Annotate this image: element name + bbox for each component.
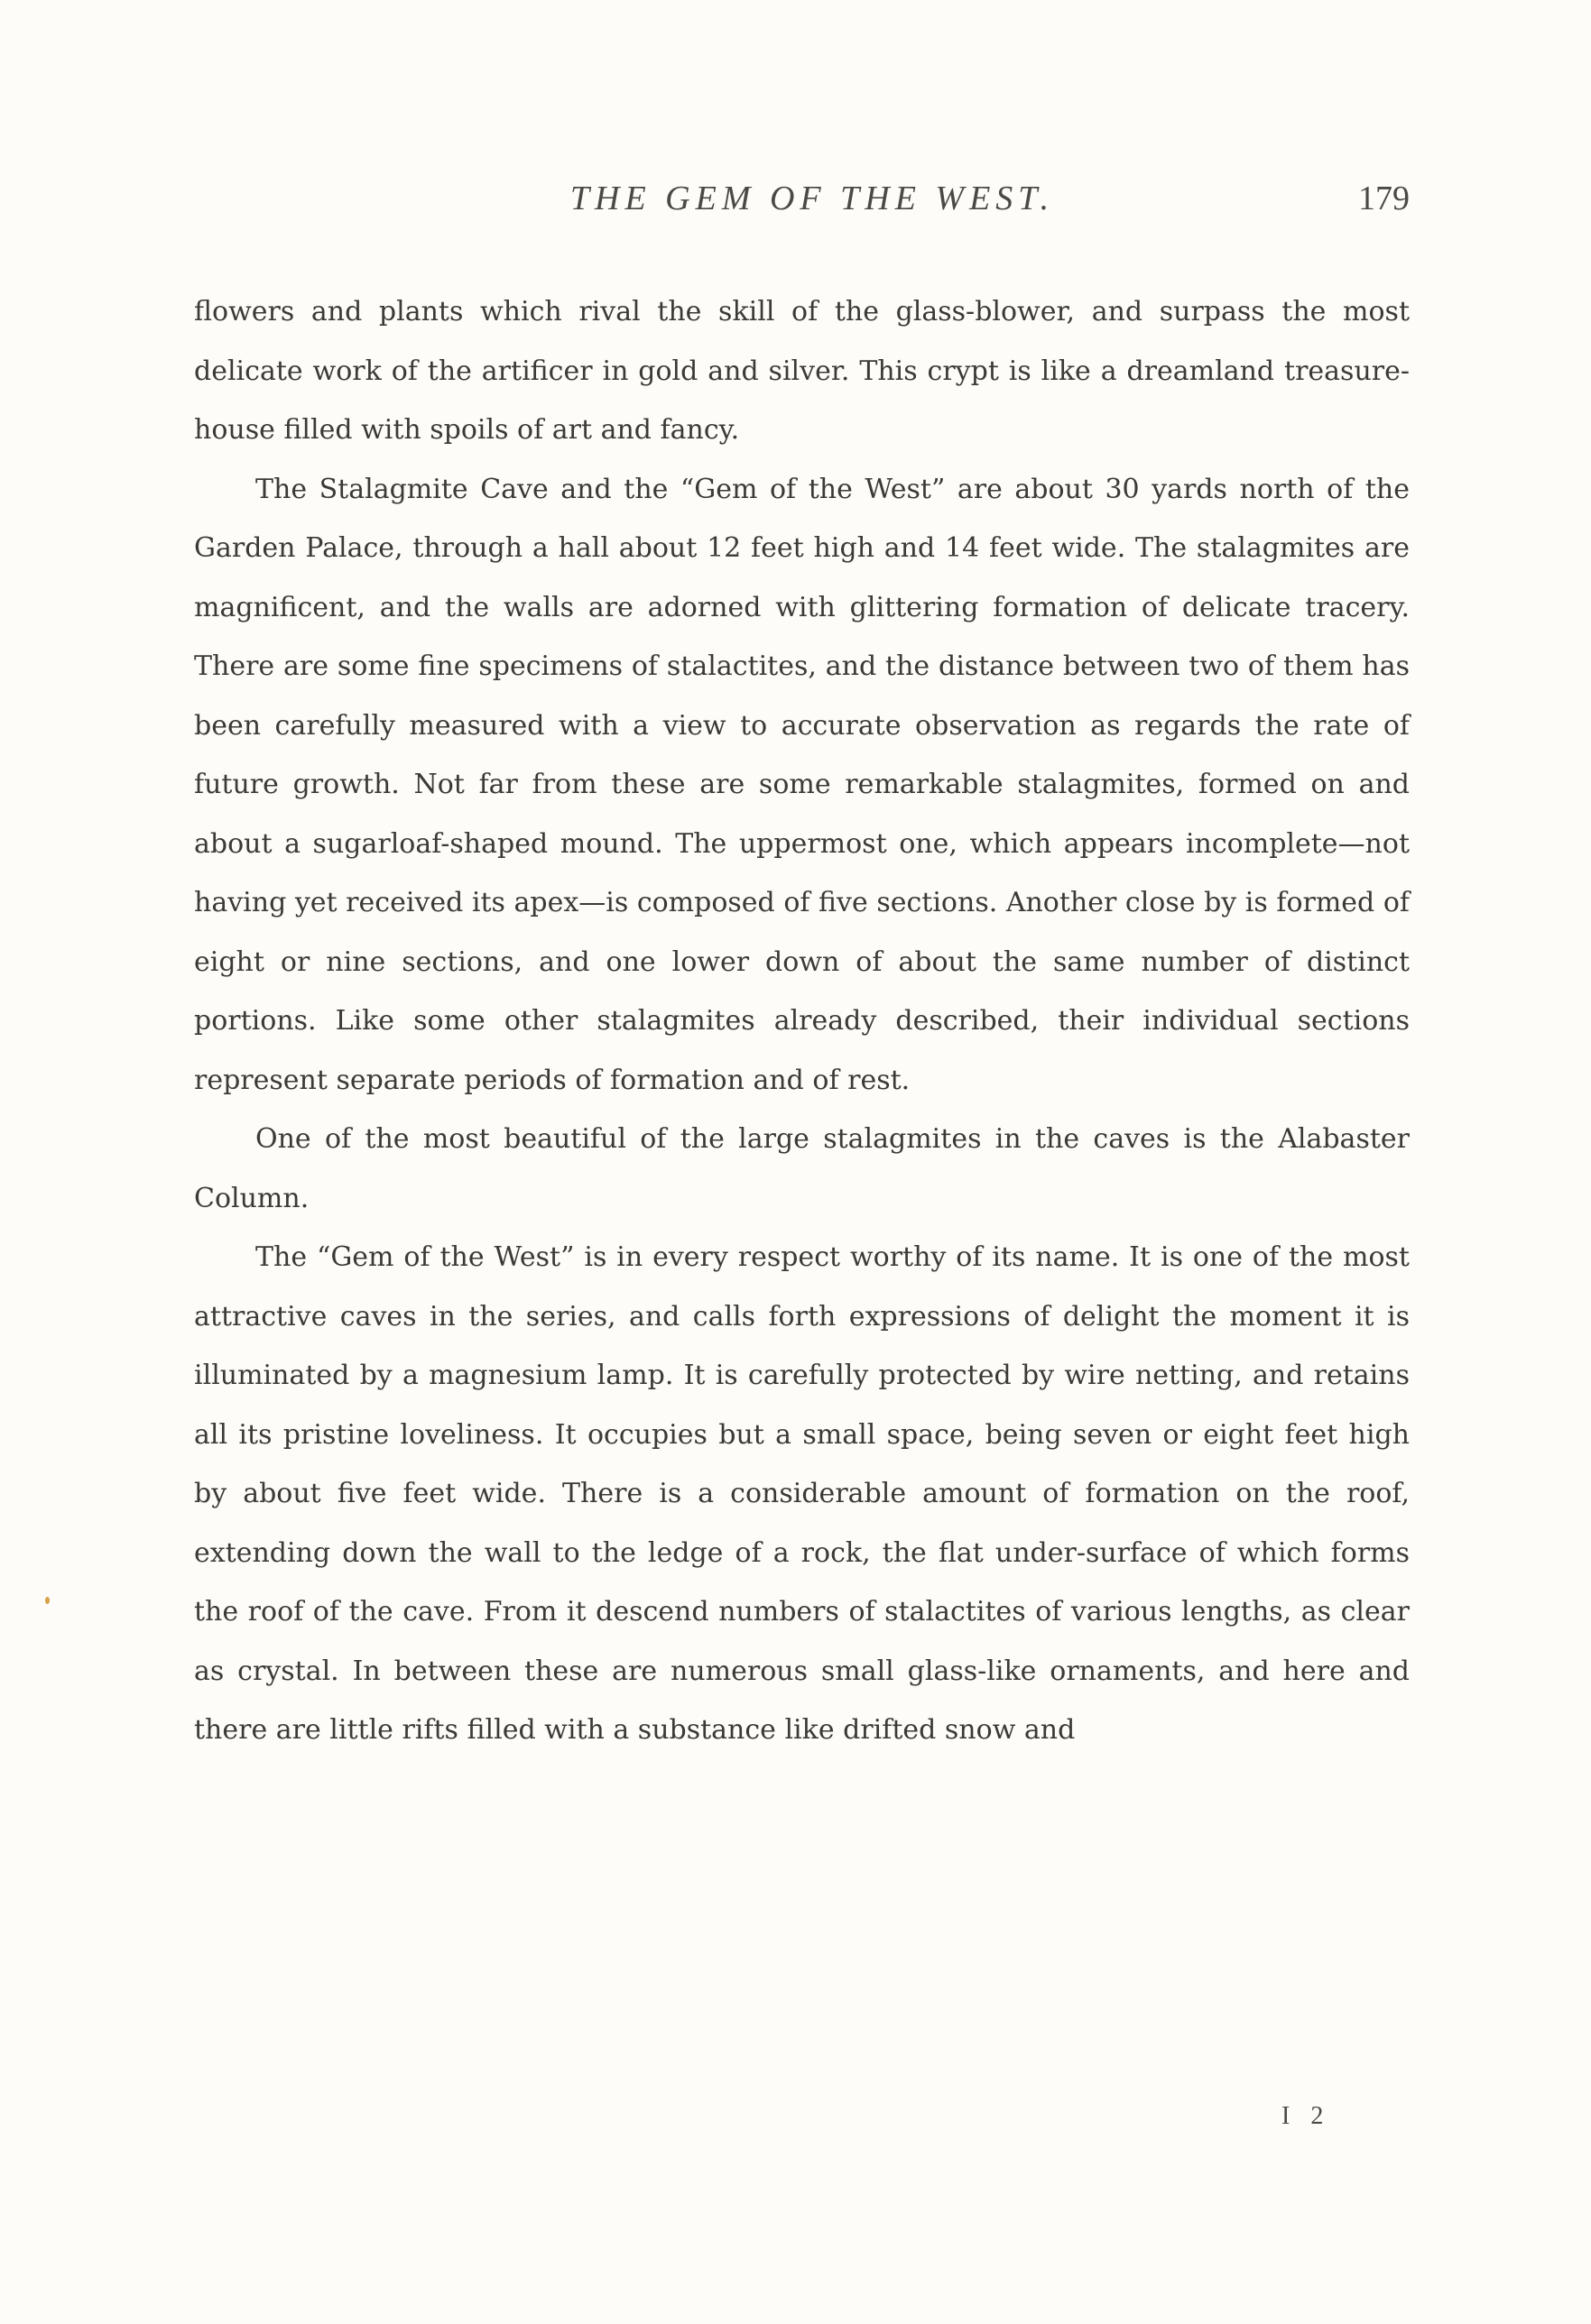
running-head: THE GEM OF THE WEST. [569,180,1055,217]
paragraph-continuation: flowers and plants which rival the skill of the glass-blower, and surpass the most delicate work of the artificer in gold and silver. This crypt is like a dreamland treasure-house filled with spoils of art and fancy. [194,296,1410,446]
paragraph-gem-of-the-west: The “Gem of the West” is in every respect worthy of its name. It is one of the most attractive caves in the series, and calls forth expressions of delight the moment it is illuminated by a magnesium lamp. It is carefully protected by wire netting, and retains all its pristine loveliness. It occupies but a small space, being seven or eight feet high by about five feet wide. There is a considerable amount of formation on the roof, extending down the wall to the ledge of a rock, the flat under-surface of which forms the roof of the cave. From it descend numbers of stalactites of various lengths, as clear as crystal. In between these are numerous small glass-like ornaments, and here and there are little rifts filled with a substance like drifted snow and [194,1241,1410,1746]
page-number: 179 [1358,180,1410,217]
body-text [194,282,1410,1760]
signature-mark: I 2 [1281,2102,1331,2130]
paper-speck [45,1597,50,1604]
paragraph-stalagmite-cave: The Stalagmite Cave and the “Gem of the West” are about 30 yards north of the Garden Palace, through a hall about 12 feet high and 14 feet wide. The stalagmites are magnificent, and the walls are adorned with glittering formation of delicate tracery. There are some fine specimens of stalactites, and the distance between two of them has been carefully measured with a view to accurate observation as regards the rate of future growth. Not far from these are some remarkable stalagmites, formed on and about a sugarloaf-shaped mound. The uppermost one, which appears incomplete—not having yet received its apex—is composed of five sections. Another close by is formed of eight or nine sections, and one lower down of about the same number of distinct portions. Like some other stalagmites already described, their individual sections represent separate periods of formation and of rest. [194,473,1410,1096]
paragraph-alabaster-column: One of the most beautiful of the large stalagmites in the caves is the Alabaster Column. [194,1123,1410,1214]
